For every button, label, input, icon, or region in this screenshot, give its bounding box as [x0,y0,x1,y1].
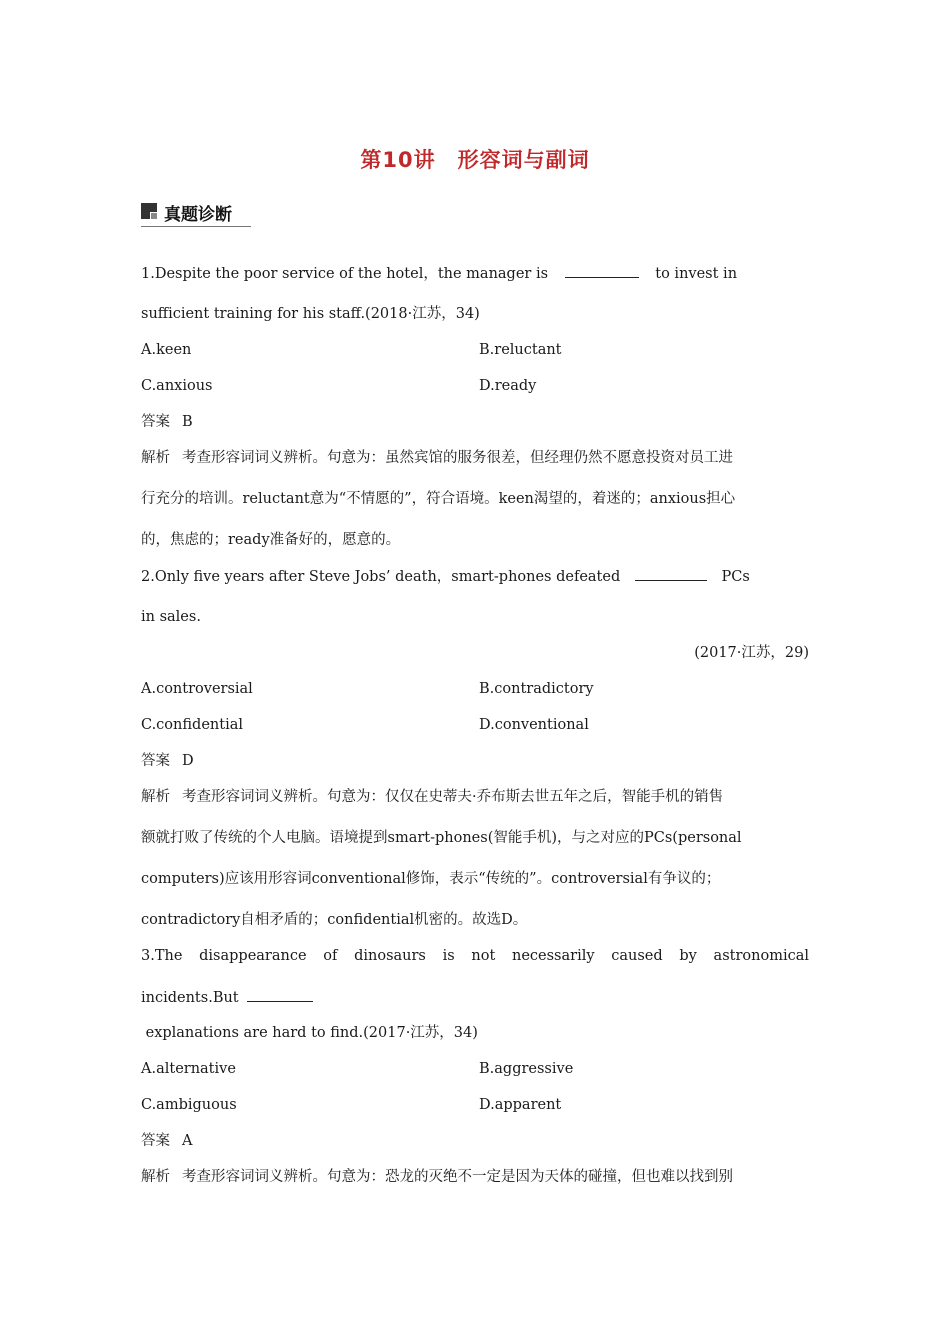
q2-option-b: B.contradictory [479,681,594,697]
q3-analysis-line1 [141,1167,733,1187]
answer-label: 答案 [141,1133,170,1149]
q1-option-a: A.keen [141,342,192,358]
q1-analysis-line3: 的，焦虑的；ready准备好的，愿意的。 [141,532,401,548]
section-heading-text: 真题诊断 [164,205,232,225]
q1-analysis-line1 [141,448,733,468]
q3-option-b: B.aggressive [479,1061,574,1077]
q2-stem-line2: in sales. [141,609,201,625]
q2-blank [635,566,707,581]
analysis-label: 解析 [141,1169,170,1185]
analysis-text: 考查形容词词义辨析。句意为：仅仅在史蒂夫·乔布斯去世五年之后，智能手机的销售 [182,789,724,805]
answer-label: 答案 [141,753,170,769]
q3-stem-text: incidents.But [141,990,239,1006]
q3-stem-line3: explanations are hard to find.(2017·江苏，34) [141,1025,478,1041]
analysis-label: 解析 [141,789,170,805]
q3-option-c: C.ambiguous [141,1097,237,1113]
q1-option-c: C.anxious [141,378,213,394]
q2-analysis-line3: computers)应该用形容词conventional修饰，表示“传统的”。controversial有争议的； [141,871,721,887]
q2-answer [141,751,194,771]
q3-blank [247,987,313,1002]
q1-option-d: D.ready [479,378,537,394]
answer-value: B [182,414,193,430]
analysis-label: 解析 [141,450,170,466]
q2-analysis-line2: 额就打败了传统的个人电脑。语境提到smart-phones(智能手机)，与之对应的PCs(personal [141,830,742,846]
section-heading [141,200,251,227]
q3-option-d: D.apparent [479,1097,562,1113]
q2-stem-text-b: PCs [721,569,750,585]
q2-analysis-line1 [141,787,723,807]
q1-stem-text-a: 1.Despite the poor service of the hotel，the manager is [141,266,549,282]
q3-option-a: A.alternative [141,1061,236,1077]
q2-stem-line1 [141,566,750,587]
analysis-text: 考查形容词词义辨析。句意为：恐龙的灭绝不一定是因为天体的碰撞，但也难以找到别 [182,1169,733,1185]
q1-answer [141,412,193,432]
q2-option-d: D.conventional [479,717,589,733]
q1-blank [565,263,639,278]
q3-stem-line2 [141,987,313,1008]
q2-source: (2017·江苏，29) [694,645,809,661]
q1-stem-line1 [141,263,737,284]
answer-label: 答案 [141,414,170,430]
analysis-text: 考查形容词词义辨析。句意为：虽然宾馆的服务很差，但经理仍然不愿意投资对员工进 [182,450,733,466]
q1-stem-text-b: to invest in [655,266,738,282]
q2-stem-text-a: 2.Only five years after Steve Jobs’ death，smart-phones defeated [141,569,621,585]
answer-value: D [182,753,194,769]
q3-answer [141,1131,192,1151]
q2-option-a: A.controversial [141,681,253,697]
page-title: 第10讲 形容词与副词 [360,148,590,172]
square-bullet-icon [141,203,157,219]
q1-option-b: B.reluctant [479,342,562,358]
q1-stem-line2: sufficient training for his staff.(2018·江苏，34) [141,306,480,322]
q1-analysis-line2: 行充分的培训。reluctant意为“不情愿的”，符合语境。keen渴望的，着迷的；anxious担心 [141,491,736,507]
answer-value: A [182,1133,193,1149]
q3-stem-line1: 3.The disappearance of dinosaurs is not necessarily caused by astronomical [141,948,809,964]
q2-analysis-line4: contradictory自相矛盾的；confidential机密的。故选D。 [141,912,528,928]
q2-option-c: C.confidential [141,717,243,733]
